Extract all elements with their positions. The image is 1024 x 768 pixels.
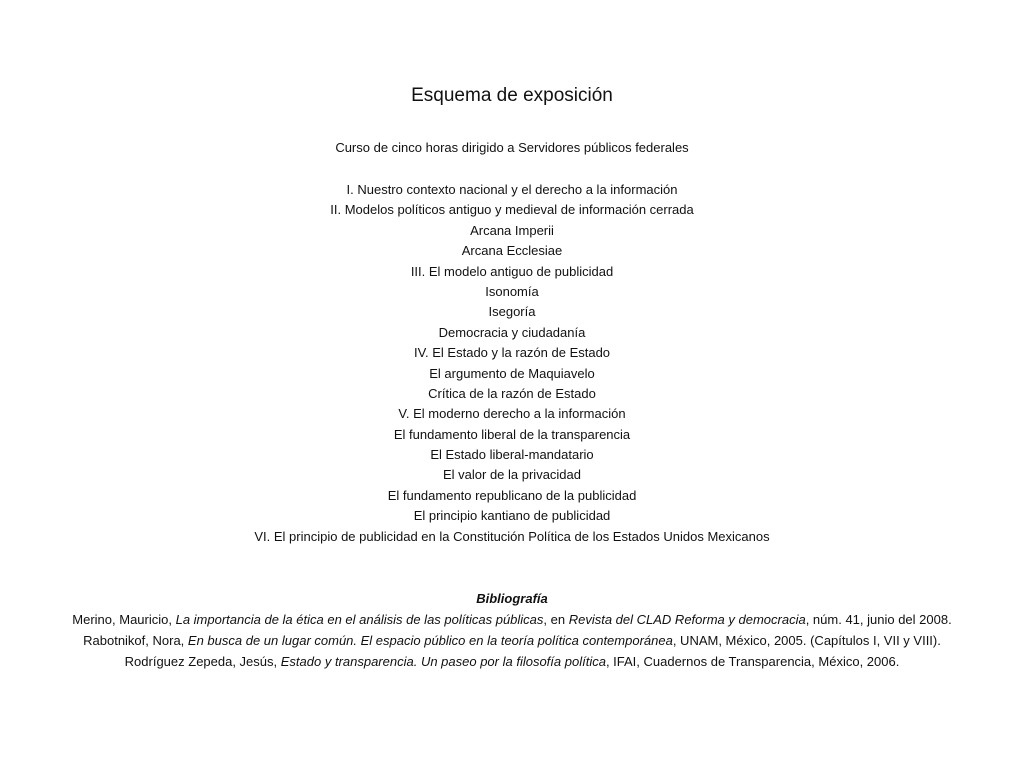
outline-item: Isonomía	[485, 283, 539, 299]
outline-item: Democracia y ciudadanía	[438, 324, 586, 340]
bibliography-heading: Bibliografía	[476, 591, 548, 606]
course-subtitle: Curso de cinco horas dirigido a Servidores públicos federales	[335, 140, 689, 155]
outline-item: Arcana Ecclesiae	[461, 243, 563, 259]
bibliography-entry	[0, 630, 1024, 651]
entry-title: La importancia de la ética en el análisis de las políticas públicas	[175, 612, 544, 627]
entry-connector: , en	[543, 612, 569, 627]
course-outline	[0, 180, 1024, 547]
outline-item: Isegoría	[488, 304, 536, 320]
entry-author: Merino, Mauricio,	[72, 612, 176, 627]
page-title: Esquema de exposición	[411, 85, 613, 106]
entry-author: Rodríguez Zepeda, Jesús,	[124, 654, 281, 669]
outline-item: El principio kantiano de publicidad	[413, 508, 611, 524]
outline-item: El valor de la privacidad	[442, 467, 582, 483]
outline-item: V. El moderno derecho a la información	[398, 406, 626, 422]
entry-author: Rabotnikof, Nora,	[83, 633, 188, 648]
entry-details: , IFAI, Cuadernos de Transparencia, México, 2006.	[605, 654, 900, 669]
outline-item: El fundamento republicano de la publicidad	[387, 487, 637, 503]
outline-item: I. Nuestro contexto nacional y el derecho a la información	[346, 182, 678, 197]
entry-title: En busca de un lugar común. El espacio público en la teoría política contemporánea	[187, 633, 673, 648]
bibliography-entry	[0, 609, 1024, 630]
entry-details: , núm. 41, junio del 2008.	[805, 612, 952, 627]
bibliography-list	[0, 609, 1024, 672]
outline-item: El fundamento liberal de la transparencia	[393, 426, 631, 442]
outline-item: Arcana Imperii	[470, 222, 554, 238]
outline-item: Crítica de la razón de Estado	[428, 385, 596, 401]
outline-item: II. Modelos políticos antiguo y medieval de información cerrada	[330, 202, 694, 218]
entry-details: , UNAM, México, 2005. (Capítulos I, VII y VIII).	[672, 633, 941, 648]
outline-item: El Estado liberal-mandatario	[430, 447, 594, 463]
outline-item: VI. El principio de publicidad en la Constitución Política de los Estados Unidos Mexicanos	[254, 528, 770, 544]
outline-item: IV. El Estado y la razón de Estado	[413, 345, 611, 361]
bibliography-entry	[0, 651, 1024, 672]
outline-item: III. El modelo antiguo de publicidad	[410, 263, 614, 279]
outline-item: El argumento de Maquiavelo	[429, 365, 595, 381]
entry-source: Revista del CLAD Reforma y democracia	[568, 612, 806, 627]
entry-title: Estado y transparencia. Un paseo por la filosofía política	[280, 654, 606, 669]
